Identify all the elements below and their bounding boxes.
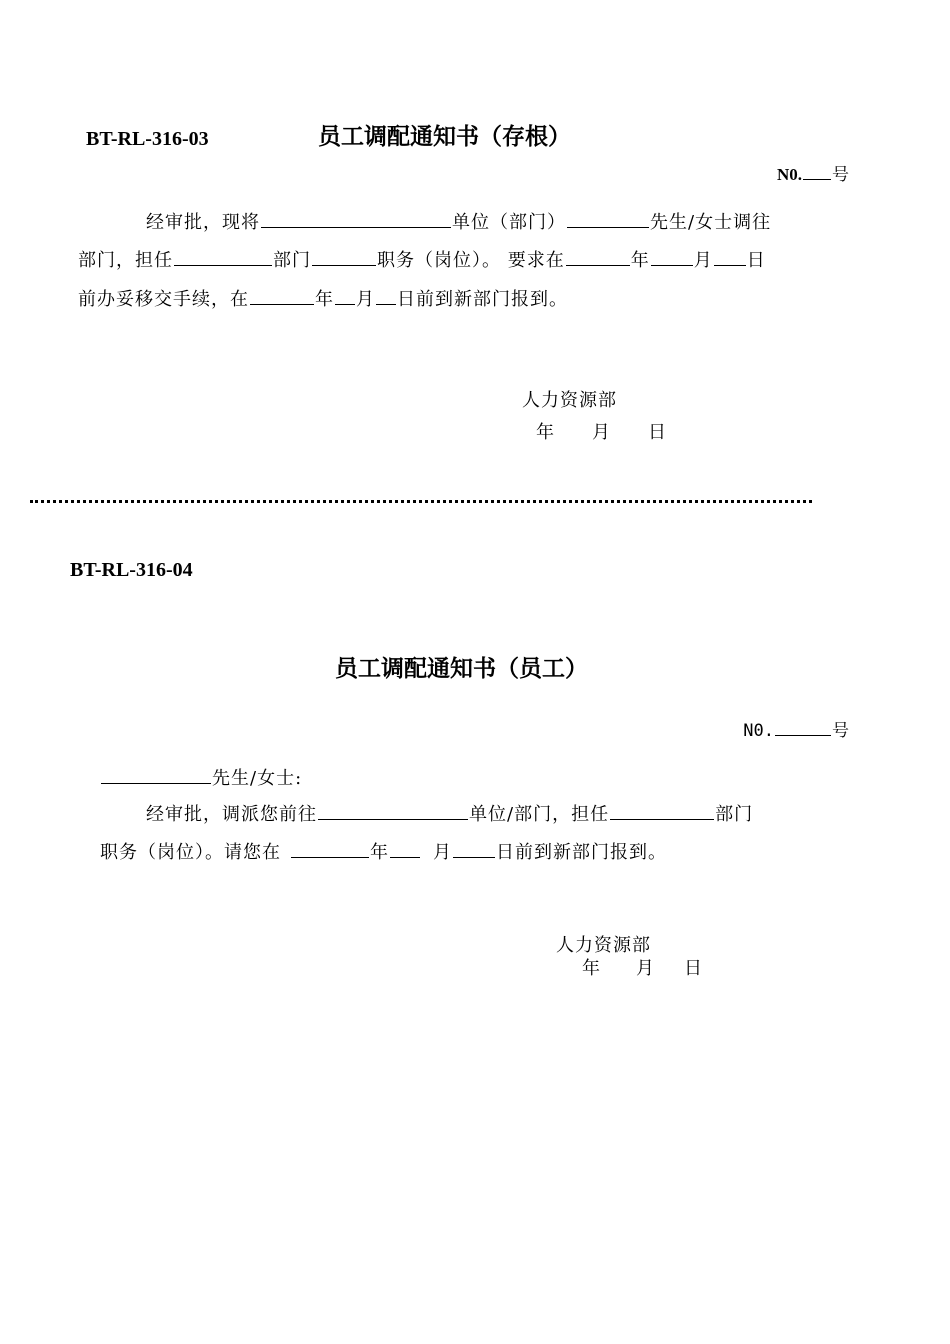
employee-number-blank[interactable] [775, 717, 831, 736]
stub-line2-month: 月 [693, 250, 713, 271]
employee-number-field [743, 716, 849, 741]
stub-date-day: 日 [648, 422, 667, 443]
stub-line2-text-a: 部门，担任 [78, 250, 173, 271]
employee-date-row [582, 954, 703, 980]
stub-number-field [777, 160, 849, 185]
employee-line2-year: 年 [370, 842, 389, 863]
employee-line1-text-b: 单位/部门，担任 [469, 804, 610, 825]
employee-dept-blank[interactable] [610, 801, 714, 820]
stub-line3-text-a: 前办妥移交手续，在 [78, 289, 249, 310]
employee-date-month: 月 [636, 958, 655, 979]
employee-line2-text-a: 职务（岗位）。请您在 [100, 842, 281, 863]
stub-line1-text-c: 先生/女士调往 [650, 212, 772, 233]
employee-name-blank[interactable] [101, 765, 211, 784]
stub-name-blank[interactable] [567, 209, 649, 228]
employee-title: 员工调配通知书（员工） [335, 656, 588, 682]
stub-line-2 [78, 246, 766, 272]
stub-line3-text-d: 日前到新部门报到。 [397, 289, 568, 310]
employee-line2-text-d: 日前到新部门报到。 [496, 842, 667, 863]
stub-dept-blank[interactable] [174, 247, 272, 266]
stub-form-code: BT-RL-316-03 [86, 128, 209, 150]
stub-line1-text-b: 单位（部门） [452, 212, 566, 233]
stub-line-1 [146, 208, 771, 234]
employee-date-day: 日 [684, 958, 703, 979]
stub-line2-day: 日 [746, 250, 766, 271]
stub-line3-year: 年 [315, 289, 334, 310]
stub-number-suffix: 号 [832, 165, 849, 185]
employee-line-1 [146, 800, 753, 826]
employee-line1-text-a: 经审批，调派您前往 [146, 804, 317, 825]
stub-report-day-blank[interactable] [376, 286, 396, 305]
employee-signature: 人力资源部 [556, 935, 651, 956]
employee-salutation-line [100, 764, 302, 790]
employee-unit-blank[interactable] [318, 801, 468, 820]
stub-signature: 人力资源部 [522, 390, 617, 411]
stub-report-month-blank[interactable] [335, 286, 355, 305]
stub-line3-month: 月 [356, 289, 375, 310]
stub-handover-day-blank[interactable] [714, 247, 746, 266]
employee-number-prefix: N0. [743, 721, 774, 741]
stub-line-3 [78, 285, 568, 311]
employee-number-suffix: 号 [832, 721, 849, 741]
stub-line2-text-b: 部门 [273, 250, 311, 271]
employee-report-day-blank[interactable] [453, 839, 495, 858]
stub-report-year-blank[interactable] [250, 286, 314, 305]
stub-position-blank[interactable] [312, 247, 376, 266]
employee-line1-text-c: 部门 [715, 804, 754, 825]
employee-salutation: 先生/女士: [212, 768, 303, 789]
employee-form-code: BT-RL-316-04 [70, 559, 193, 581]
stub-handover-month-blank[interactable] [651, 247, 693, 266]
cut-line-separator [30, 500, 812, 503]
stub-line1-text-a: 经审批，现将 [146, 212, 260, 233]
stub-number-prefix: N0. [776, 165, 802, 184]
stub-date-row [536, 418, 667, 444]
stub-handover-year-blank[interactable] [566, 247, 630, 266]
stub-date-month: 月 [592, 422, 611, 443]
stub-date-year: 年 [536, 422, 555, 443]
stub-line2-year: 年 [630, 250, 650, 271]
employee-date-year: 年 [582, 958, 601, 979]
employee-report-month-blank[interactable] [390, 839, 420, 858]
stub-line2-text-c: 职务（岗位）。 要求在 [377, 250, 565, 271]
stub-title: 员工调配通知书（存根） [318, 124, 571, 150]
employee-line-2 [100, 838, 667, 864]
stub-number-blank[interactable] [803, 161, 831, 180]
employee-line2-month: 月 [433, 842, 452, 863]
employee-report-year-blank[interactable] [291, 839, 369, 858]
stub-unit-blank[interactable] [261, 209, 451, 228]
